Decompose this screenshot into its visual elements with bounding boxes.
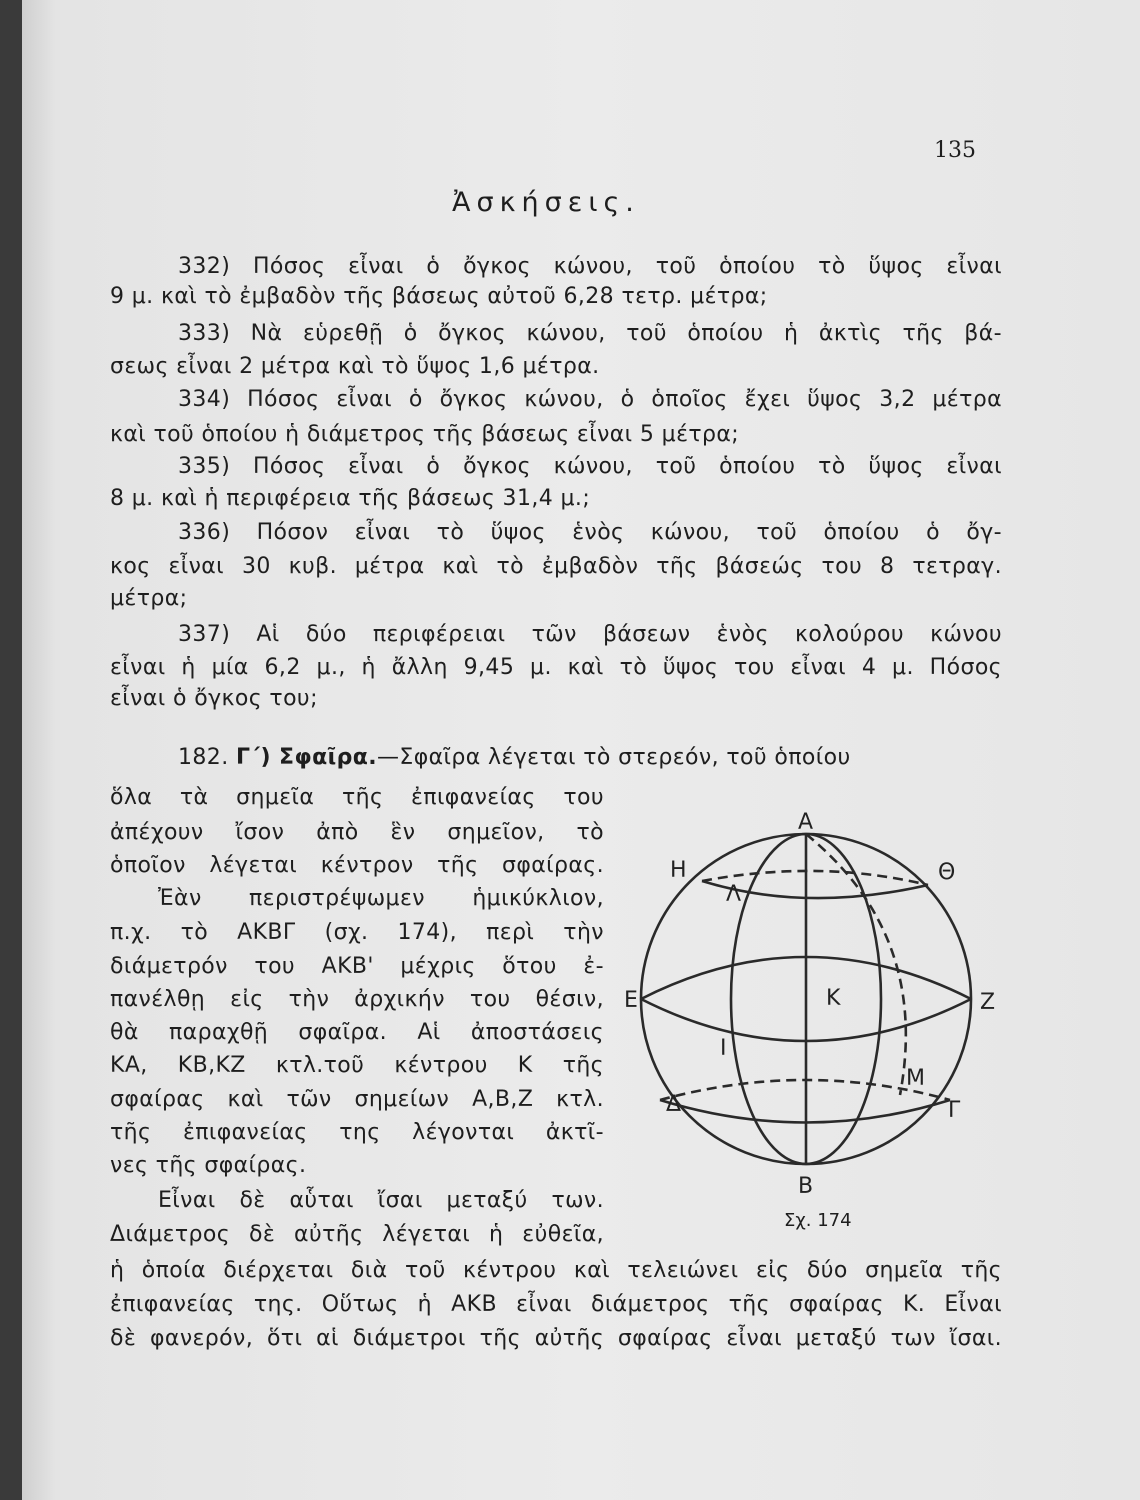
exercise-337-line-2: εἶναι ἡ μία 6,2 μ., ἡ ἄλλη 9,45 μ. καὶ τὸ ὕψος του εἶναι 4 μ. Πόσος xyxy=(110,655,1002,680)
page-number: 135 xyxy=(934,138,976,163)
sphere-figure xyxy=(624,810,1030,1235)
label-H: Η xyxy=(670,858,687,883)
body-line: ὁποῖον λέγεται κέντρον τῆς σφαίρας. xyxy=(110,853,604,878)
label-Gamma: Γ xyxy=(948,1098,961,1123)
body-line: Διάμετρος δὲ αὐτῆς λέγεται ἡ εὐθεῖα, xyxy=(110,1222,604,1247)
label-M: Μ xyxy=(906,1066,925,1091)
label-B: Β xyxy=(798,1174,814,1199)
body-line: π.χ. τὸ ΑΚΒΓ (σχ. 174), περὶ τὴν xyxy=(110,920,604,945)
body-line: πανέλθῃ εἰς τὴν ἀρχικήν του θέσιν, xyxy=(110,987,604,1012)
body-line: νες τῆς σφαίρας. xyxy=(110,1153,307,1178)
exercise-337-line-3: εἶναι ὁ ὄγκος του; xyxy=(110,686,318,711)
body-line: θὰ παραχθῇ σφαῖρα. Αἱ ἀποστάσεις xyxy=(110,1020,604,1045)
exercise-337-line-1: 337) Αἱ δύο περιφέρειαι τῶν βάσεων ἑνὸς κολούρου κώνου xyxy=(178,622,1002,647)
body-line: Εἶναι δὲ αὗται ἴσαι μεταξύ των. xyxy=(158,1188,604,1213)
exercise-333-line-1: 333) Νὰ εὑρεθῇ ὁ ὄγκος κώνου, τοῦ ὁποίου ἡ ἀκτὶς τῆς βά- xyxy=(178,321,1002,346)
exercise-336-line-3: μέτρα; xyxy=(110,586,188,611)
section-heading: Γ΄) Σφαῖρα. xyxy=(236,745,377,770)
body-line: τῆς ἐπιφανείας της λέγονται ἀκτῖ- xyxy=(110,1120,604,1145)
label-E: Ε xyxy=(624,988,638,1013)
book-page xyxy=(22,0,1140,1500)
label-K: Κ xyxy=(826,986,841,1011)
label-Z: Ζ xyxy=(980,990,996,1015)
label-Lambda: Λ xyxy=(726,882,742,907)
label-A: Α xyxy=(798,810,814,835)
body-line: σφαίρας καὶ τῶν σημείων Α,Β,Ζ κτλ. xyxy=(110,1087,604,1112)
section-heading-line xyxy=(178,745,851,770)
body-line: διάμετρόν του ΑΚΒ' μέχρις ὅτου ἐ- xyxy=(110,954,604,979)
body-line: ἡ ὁποία διέρχεται διὰ τοῦ κέντρου καὶ τελειώνει εἰς δύο σημεῖα τῆς xyxy=(110,1258,1002,1283)
section-first-line: —Σφαῖρα λέγεται τὸ στερεόν, τοῦ ὁποίου xyxy=(377,745,851,770)
body-line: ὅλα τὰ σημεῖα τῆς ἐπιφανείας του xyxy=(110,785,604,810)
exercise-335-line-1: 335) Πόσος εἶναι ὁ ὄγκος κώνου, τοῦ ὁποίου τὸ ὕψος εἶναι xyxy=(178,454,1002,479)
exercise-334-line-2: καὶ τοῦ ὁποίου ἡ διάμετρος τῆς βάσεως εἶναι 5 μέτρα; xyxy=(110,422,740,447)
body-line: ΚΑ, ΚΒ,ΚΖ κτλ.τοῦ κέντρου Κ τῆς xyxy=(110,1053,604,1078)
body-line: δὲ φανερόν, ὅτι αἱ διάμετροι τῆς αὐτῆς σφαίρας εἶναι μεταξύ των ἴσαι. xyxy=(110,1326,1002,1351)
body-line: ἀπέχουν ἴσον ἀπὸ ἓν σημεῖον, τὸ xyxy=(110,820,604,845)
exercise-333-line-2: σεως εἶναι 2 μέτρα καὶ τὸ ὕψος 1,6 μέτρα. xyxy=(110,354,600,379)
exercise-336-line-2: κος εἶναι 30 κυβ. μέτρα καὶ τὸ ἐμβαδὸν τῆς βάσεώς του 8 τετραγ. xyxy=(110,554,1002,579)
body-line: Ἐὰν περιστρέψωμεν ἡμικύκλιον, xyxy=(158,886,604,911)
label-Theta: Θ xyxy=(938,860,956,885)
figure-caption: Σχ. 174 xyxy=(784,1210,852,1231)
page-title: Ἀσκήσεις. xyxy=(452,187,640,218)
exercise-334-line-1: 334) Πόσος εἶναι ὁ ὄγκος κώνου, ὁ ὁποῖος ἔχει ὕψος 3,2 μέτρα xyxy=(178,387,1002,412)
body-line: ἐπιφανείας της. Οὕτως ἡ ΑΚΒ εἶναι διάμετρος τῆς σφαίρας Κ. Εἶναι xyxy=(110,1292,1002,1317)
label-I: Ι xyxy=(720,1036,727,1061)
exercise-332-line-2: 9 μ. καὶ τὸ ἐμβαδὸν τῆς βάσεως αὐτοῦ 6,28 τετρ. μέτρα; xyxy=(110,284,768,309)
exercise-335-line-2: 8 μ. καὶ ἡ περιφέρεια τῆς βάσεως 31,4 μ.; xyxy=(110,486,591,511)
exercise-332-line-1: 332) Πόσος εἶναι ὁ ὄγκος κώνου, τοῦ ὁποίου τὸ ὕψος εἶναι xyxy=(178,254,1002,279)
label-Delta: Δ xyxy=(666,1092,682,1117)
exercise-336-line-1: 336) Πόσον εἶναι τὸ ὕψος ἑνὸς κώνου, τοῦ ὁποίου ὁ ὄγ- xyxy=(178,520,1002,545)
section-number: 182. xyxy=(178,745,229,770)
